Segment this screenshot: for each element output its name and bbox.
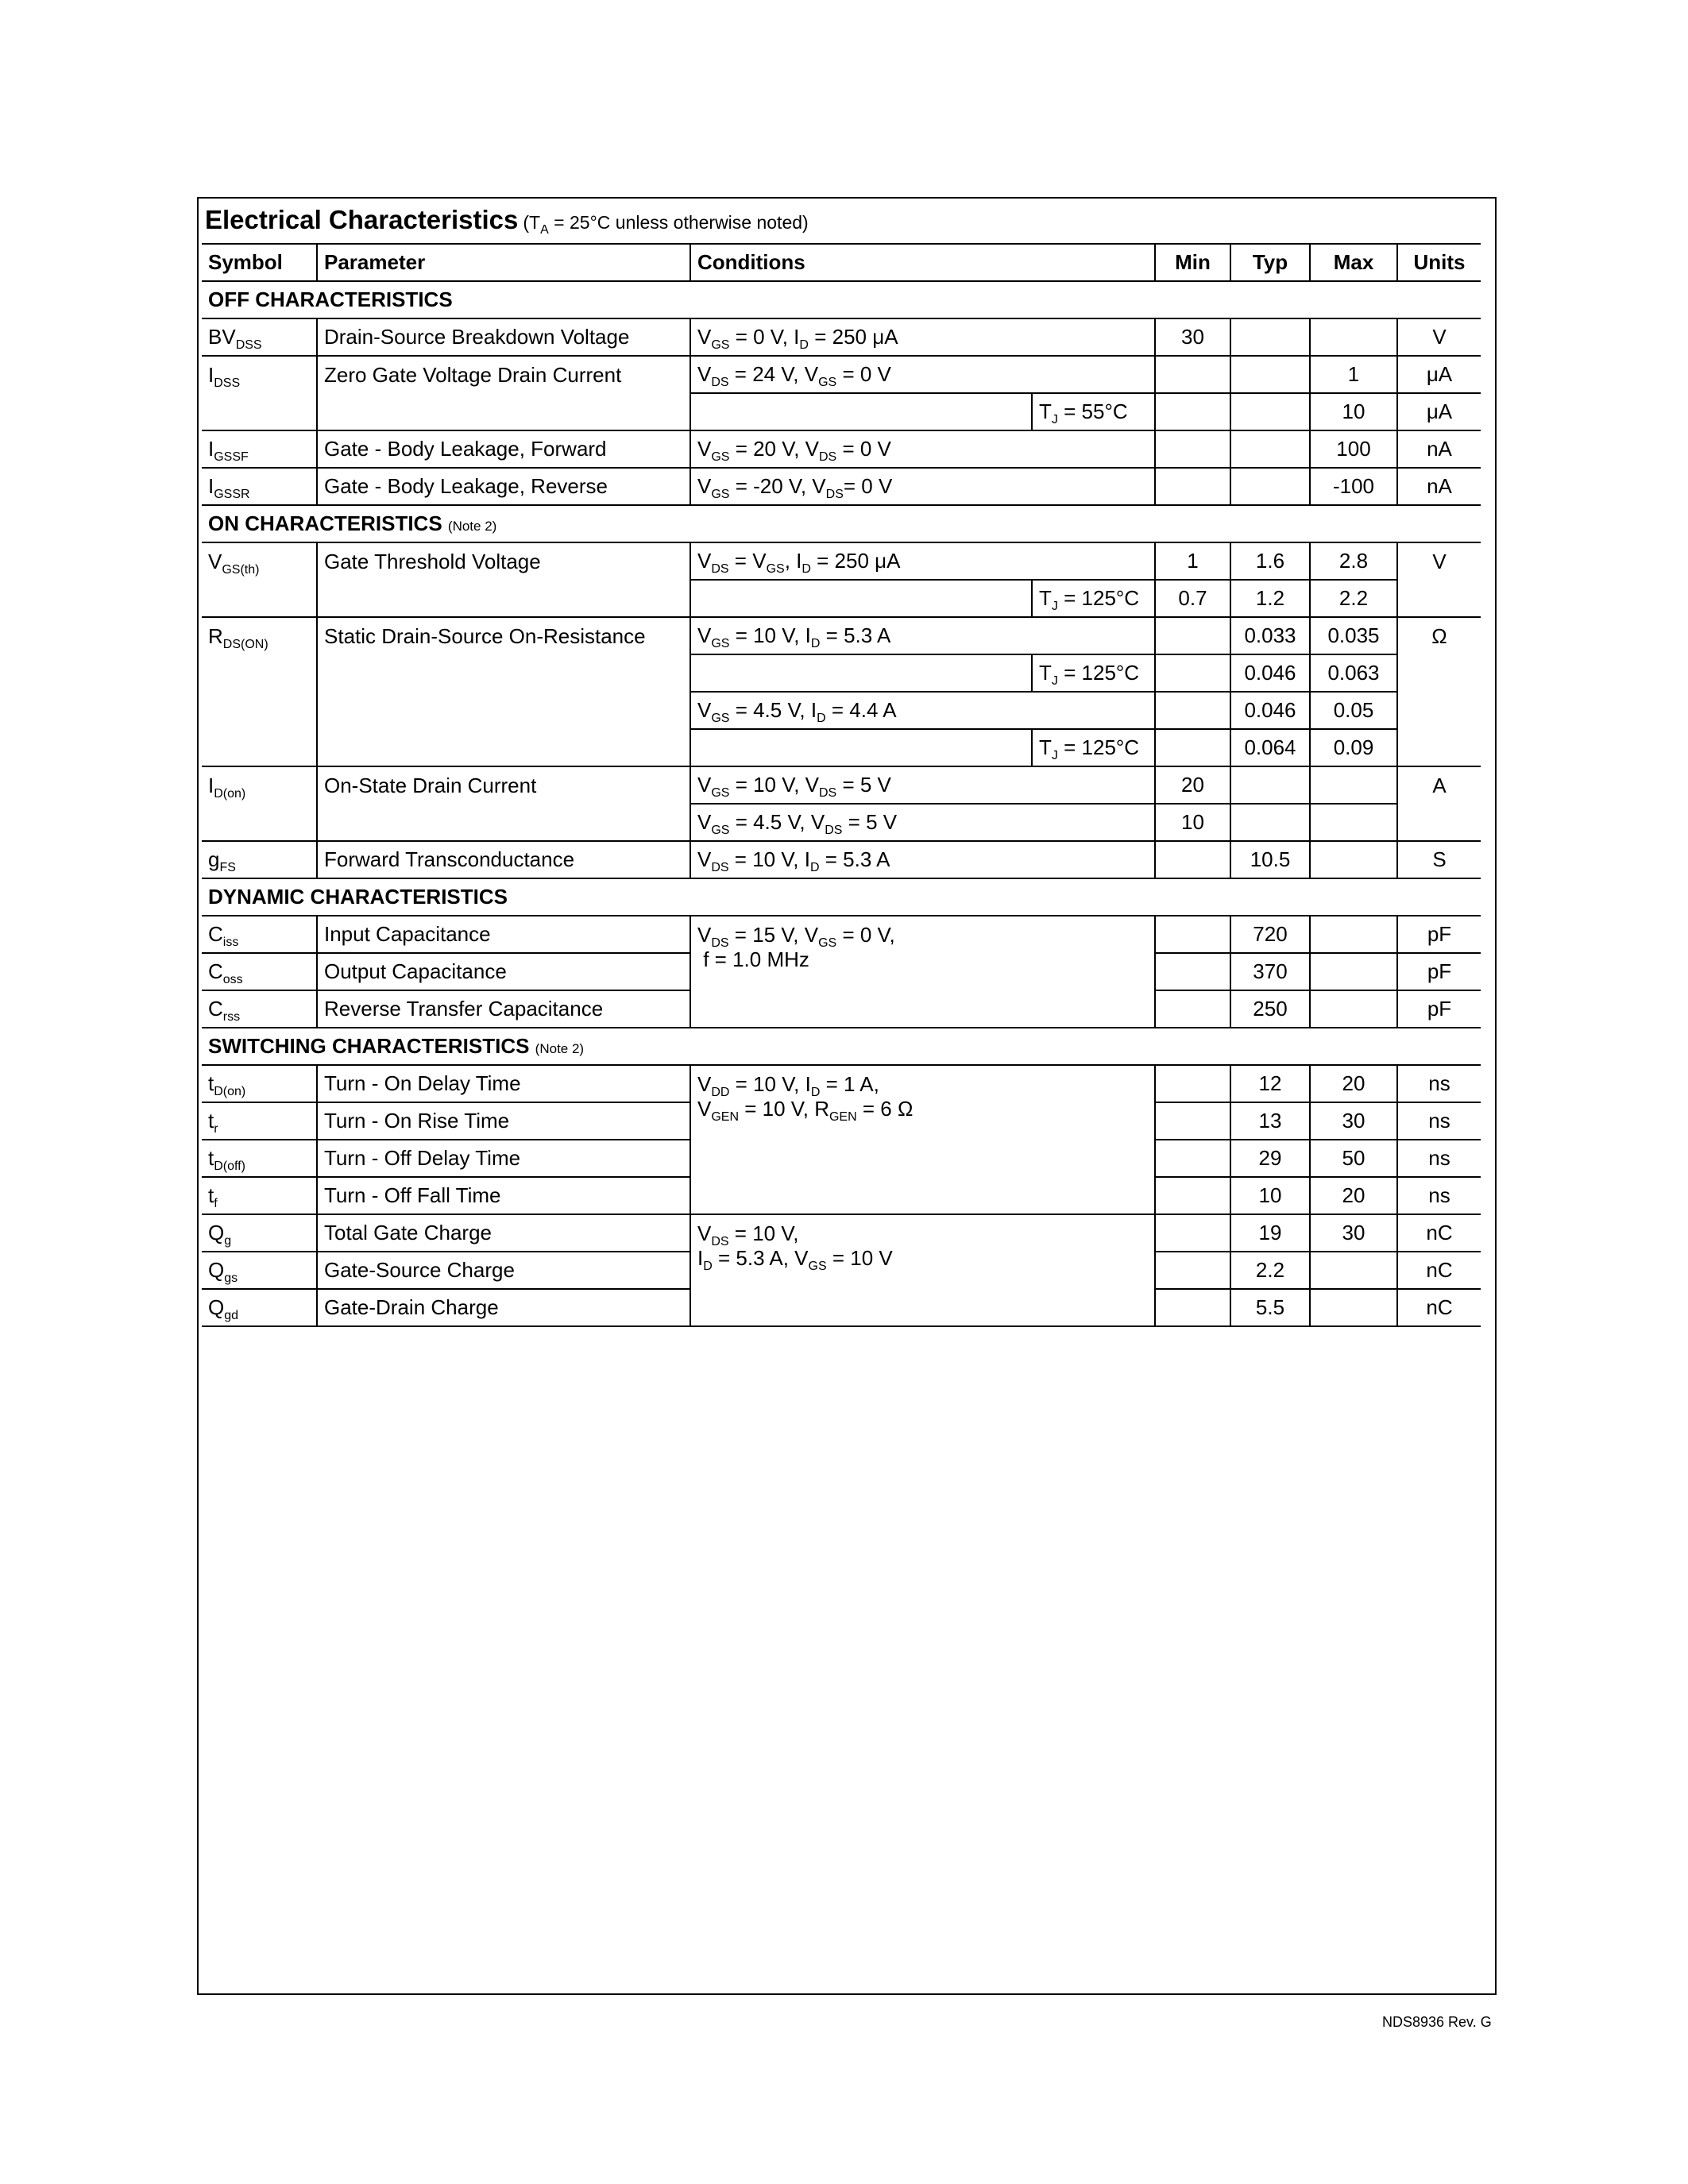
- min-ciss: [1155, 916, 1230, 953]
- typ-crss: 250: [1230, 990, 1310, 1028]
- typ-bvdss: [1230, 318, 1310, 356]
- cond-rdson-4v5: $V_{GS} = 4.5$ V, $I_D = 4.4$ A: [690, 692, 1155, 729]
- cond-switching: $V_{DD} = 10$ V, $I_D = 1$ A, $V_{GEN} = 10$ V, $R_{GEN} = 6$ Ω: [690, 1065, 1155, 1214]
- max-qg: 30: [1310, 1214, 1397, 1252]
- min-vgsth-tj: 0.7: [1155, 580, 1230, 617]
- symbol-tf: $t_f$: [202, 1177, 317, 1214]
- typ-rdson-3: 0.046: [1230, 692, 1310, 729]
- cond-idss: $V_{DS} = 24$ V, $V_{GS} = 0$ V: [690, 356, 1155, 393]
- unit-tdon: ns: [1397, 1065, 1481, 1102]
- typ-vgsth: 1.6: [1230, 542, 1310, 580]
- param-bvdss: Drain-Source Breakdown Voltage: [317, 318, 690, 356]
- max-rdson-3: 0.05: [1310, 692, 1397, 729]
- min-rdson-3: [1155, 692, 1230, 729]
- symbol-vgsth: $V_{GS(th)}$: [202, 542, 317, 617]
- min-idon-2: 10: [1155, 804, 1230, 841]
- section-row: [202, 505, 1481, 542]
- unit-qgs: nC: [1397, 1252, 1481, 1289]
- typ-idss-tj: [1230, 393, 1310, 430]
- max-rdson-4: 0.09: [1310, 729, 1397, 766]
- typ-igssf: [1230, 430, 1310, 468]
- cond-capacitance: $V_{DS} = 15$ V, $V_{GS} = 0$ V, f = 1.0 MHz: [690, 916, 1155, 1028]
- cond-rdson-tj-2: $T_J = 125^\circ C$: [1032, 729, 1155, 766]
- unit-tr: ns: [1397, 1102, 1481, 1140]
- unit-gfs: S: [1397, 841, 1481, 878]
- max-vgsth: 2.8: [1310, 542, 1397, 580]
- symbol-rdson: $R_{DS(ON)}$: [202, 617, 317, 766]
- typ-ciss: 720: [1230, 916, 1310, 953]
- symbol-tdon: $t_{D(on)}$: [202, 1065, 317, 1102]
- symbol-qgd: $Q_{gd}$: [202, 1289, 317, 1326]
- typ-igssr: [1230, 468, 1310, 505]
- typ-idss: [1230, 356, 1310, 393]
- section-switching: SWITCHING CHARACTERISTICS (Note 2): [202, 1028, 1481, 1065]
- typ-rdson-4: 0.064: [1230, 729, 1310, 766]
- col-typ: Typ: [1230, 244, 1310, 281]
- max-tr: 30: [1310, 1102, 1397, 1140]
- table-row: [202, 841, 1481, 878]
- table-row: [202, 916, 1481, 953]
- col-conditions: Conditions: [690, 244, 1155, 281]
- max-tdon: 20: [1310, 1065, 1397, 1102]
- symbol-ciss: $C_{iss}$: [202, 916, 317, 953]
- symbol-qgs: $Q_{gs}$: [202, 1252, 317, 1289]
- electrical-characteristics-table: [202, 243, 1481, 1327]
- section-dynamic: DYNAMIC CHARACTERISTICS: [202, 878, 1481, 916]
- col-max: Max: [1310, 244, 1397, 281]
- min-coss: [1155, 953, 1230, 990]
- min-tf: [1155, 1177, 1230, 1214]
- min-crss: [1155, 990, 1230, 1028]
- typ-coss: 370: [1230, 953, 1310, 990]
- section-off: OFF CHARACTERISTICS: [202, 281, 1481, 318]
- max-crss: [1310, 990, 1397, 1028]
- max-tdoff: 50: [1310, 1140, 1397, 1177]
- max-rdson-1: 0.035: [1310, 617, 1397, 654]
- cond-idss-tj: $T_J = 55^\circ C$: [1032, 393, 1155, 430]
- table-row: [202, 766, 1481, 804]
- max-tf: 20: [1310, 1177, 1397, 1214]
- max-vgsth-tj: 2.2: [1310, 580, 1397, 617]
- section-row: [202, 1028, 1481, 1065]
- cond-gfs: $V_{DS} = 10$ V, $I_D = 5.3$ A: [690, 841, 1155, 878]
- cond-vgsth: $V_{DS} = V_{GS}$, $I_D = 250$ μA: [690, 542, 1155, 580]
- cond-spacer: [690, 654, 1032, 692]
- min-tr: [1155, 1102, 1230, 1140]
- max-bvdss: [1310, 318, 1397, 356]
- section-row: [202, 281, 1481, 318]
- cond-spacer: [690, 393, 1032, 430]
- min-bvdss: 30: [1155, 318, 1230, 356]
- cond-gate-charge: $V_{DS} = 10$ V, $I_D = 5.3$ A, $V_{GS} = 10$ V: [690, 1214, 1155, 1326]
- table-row: [202, 1214, 1481, 1252]
- cond-bvdss: $V_{GS} = 0$ V, $I_D = 250$ μA: [690, 318, 1155, 356]
- section-row: [202, 878, 1481, 916]
- max-igssf: 100: [1310, 430, 1397, 468]
- min-idss-tj: [1155, 393, 1230, 430]
- title-main: Electrical Characteristics: [205, 205, 519, 234]
- max-rdson-2: 0.063: [1310, 654, 1397, 692]
- unit-bvdss: V: [1397, 318, 1481, 356]
- min-qgs: [1155, 1252, 1230, 1289]
- unit-idss: μA: [1397, 356, 1481, 393]
- min-idon-1: 20: [1155, 766, 1230, 804]
- min-rdson-2: [1155, 654, 1230, 692]
- symbol-crss: $C_{rss}$: [202, 990, 317, 1028]
- cond-spacer: [690, 580, 1032, 617]
- param-tdoff: Turn - Off Delay Time: [317, 1140, 690, 1177]
- symbol-tr: $t_r$: [202, 1102, 317, 1140]
- section-on: ON CHARACTERISTICS (Note 2): [202, 505, 1481, 542]
- param-qg: Total Gate Charge: [317, 1214, 690, 1252]
- unit-coss: pF: [1397, 953, 1481, 990]
- min-qg: [1155, 1214, 1230, 1252]
- col-symbol: Symbol: [202, 244, 317, 281]
- unit-ciss: pF: [1397, 916, 1481, 953]
- cond-igssf: $V_{GS} = 20$ V, $V_{DS} = 0$ V: [690, 430, 1155, 468]
- param-rdson: Static Drain-Source On-Resistance: [317, 617, 690, 766]
- unit-igssr: nA: [1397, 468, 1481, 505]
- param-ciss: Input Capacitance: [317, 916, 690, 953]
- param-coss: Output Capacitance: [317, 953, 690, 990]
- unit-vgsth: V: [1397, 542, 1481, 617]
- typ-gfs: 10.5: [1230, 841, 1310, 878]
- cond-vgsth-tj: $T_J = 125^\circ C$: [1032, 580, 1155, 617]
- typ-rdson-1: 0.033: [1230, 617, 1310, 654]
- symbol-qg: $Q_g$: [202, 1214, 317, 1252]
- table-row: [202, 617, 1481, 654]
- param-idss: Zero Gate Voltage Drain Current: [317, 356, 690, 430]
- cond-spacer: [690, 729, 1032, 766]
- symbol-idss: $I_{DSS}$: [202, 356, 317, 430]
- min-rdson-4: [1155, 729, 1230, 766]
- table-row: [202, 356, 1481, 393]
- unit-tf: ns: [1397, 1177, 1481, 1214]
- param-tr: Turn - On Rise Time: [317, 1102, 690, 1140]
- table-row: [202, 542, 1481, 580]
- param-crss: Reverse Transfer Capacitance: [317, 990, 690, 1028]
- symbol-igssf: $I_{GSSF}$: [202, 430, 317, 468]
- max-gfs: [1310, 841, 1397, 878]
- min-tdoff: [1155, 1140, 1230, 1177]
- max-qgd: [1310, 1289, 1397, 1326]
- header-row: [202, 244, 1481, 281]
- min-tdon: [1155, 1065, 1230, 1102]
- min-rdson: [1155, 617, 1230, 654]
- typ-tdon: 12: [1230, 1065, 1310, 1102]
- col-min: Min: [1155, 244, 1230, 281]
- max-igssr: -100: [1310, 468, 1397, 505]
- typ-qgd: 5.5: [1230, 1289, 1310, 1326]
- min-igssf: [1155, 430, 1230, 468]
- table-row: [202, 430, 1481, 468]
- max-idss-tj: 10: [1310, 393, 1397, 430]
- datasheet-frame: [197, 197, 1497, 1995]
- max-idon-1: [1310, 766, 1397, 804]
- document-revision-footer: NDS8936 Rev. G: [1382, 2014, 1492, 2030]
- unit-qgd: nC: [1397, 1289, 1481, 1326]
- symbol-bvdss: $BV_{DSS}$: [202, 318, 317, 356]
- typ-tdoff: 29: [1230, 1140, 1310, 1177]
- param-qgs: Gate-Source Charge: [317, 1252, 690, 1289]
- typ-tr: 13: [1230, 1102, 1310, 1140]
- typ-idon-2: [1230, 804, 1310, 841]
- typ-idon-1: [1230, 766, 1310, 804]
- param-igssr: Gate - Body Leakage, Reverse: [317, 468, 690, 505]
- min-vgsth: 1: [1155, 542, 1230, 580]
- table-row: [202, 1065, 1481, 1102]
- param-qgd: Gate-Drain Charge: [317, 1289, 690, 1326]
- table-row: [202, 468, 1481, 505]
- max-idon-2: [1310, 804, 1397, 841]
- param-tdon: Turn - On Delay Time: [317, 1065, 690, 1102]
- symbol-igssr: $I_{GSSR}$: [202, 468, 317, 505]
- symbol-coss: $C_{oss}$: [202, 953, 317, 990]
- param-gfs: Forward Transconductance: [317, 841, 690, 878]
- min-gfs: [1155, 841, 1230, 878]
- cond-rdson-10v: $V_{GS} = 10$ V, $I_D = 5.3$ A: [690, 617, 1155, 654]
- unit-crss: pF: [1397, 990, 1481, 1028]
- typ-vgsth-tj: 1.2: [1230, 580, 1310, 617]
- table-title: [205, 205, 809, 240]
- unit-rdson: Ω: [1397, 617, 1481, 766]
- min-qgd: [1155, 1289, 1230, 1326]
- unit-tdoff: ns: [1397, 1140, 1481, 1177]
- typ-qgs: 2.2: [1230, 1252, 1310, 1289]
- typ-qg: 19: [1230, 1214, 1310, 1252]
- unit-qg: nC: [1397, 1214, 1481, 1252]
- max-idss: 1: [1310, 356, 1397, 393]
- col-units: Units: [1397, 244, 1481, 281]
- max-ciss: [1310, 916, 1397, 953]
- min-igssr: [1155, 468, 1230, 505]
- param-vgsth: Gate Threshold Voltage: [317, 542, 690, 617]
- typ-rdson-2: 0.046: [1230, 654, 1310, 692]
- symbol-idon: $I_{D(on)}$: [202, 766, 317, 841]
- cond-idon-10v: $V_{GS} = 10$ V, $V_{DS} = 5$ V: [690, 766, 1155, 804]
- cond-igssr: $V_{GS} = -20$ V, $V_{DS}= 0$ V: [690, 468, 1155, 505]
- table-row: [202, 318, 1481, 356]
- unit-idon: A: [1397, 766, 1481, 841]
- param-igssf: Gate - Body Leakage, Forward: [317, 430, 690, 468]
- cond-idon-4v5: $V_{GS} = 4.5$ V, $V_{DS} = 5$ V: [690, 804, 1155, 841]
- unit-idss-tj: μA: [1397, 393, 1481, 430]
- param-idon: On-State Drain Current: [317, 766, 690, 841]
- max-qgs: [1310, 1252, 1397, 1289]
- typ-tf: 10: [1230, 1177, 1310, 1214]
- max-coss: [1310, 953, 1397, 990]
- symbol-gfs: $g_{FS}$: [202, 841, 317, 878]
- title-condition-note: ($T_A = 25^\circ C$ unless otherwise noted): [523, 212, 809, 237]
- unit-igssf: nA: [1397, 430, 1481, 468]
- cond-rdson-tj-1: $T_J = 125^\circ C$: [1032, 654, 1155, 692]
- min-idss: [1155, 356, 1230, 393]
- symbol-tdoff: $t_{D(off)}$: [202, 1140, 317, 1177]
- param-tf: Turn - Off Fall Time: [317, 1177, 690, 1214]
- col-parameter: Parameter: [317, 244, 690, 281]
